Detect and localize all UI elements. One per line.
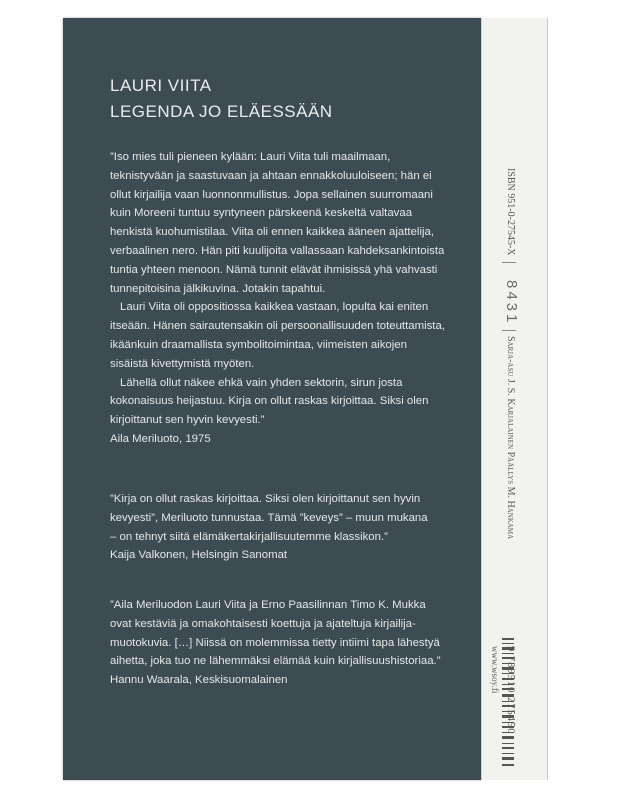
quote-line: kuin Moreeni tuntuu syntyneen pärskeenä keskeltä valtavaa xyxy=(110,207,413,220)
quote-line: muotokuvia. […] Niissä on molemmissa tietty intiimi tapa lähestyä xyxy=(110,636,440,649)
quote-line: kokonaisuus heijastuu. Kirja on ollut raskas kirjoittaa. Siksi olen xyxy=(110,395,429,408)
book-spine xyxy=(481,18,548,780)
quote-line: ”Aila Meriluodon Lauri Viita ja Erno Paasilinnan Timo K. Mukka xyxy=(110,599,426,611)
quote-aila-meriluoto xyxy=(110,148,466,449)
quote-line: Lähellä ollut näkee ehkä vain yhden sektorin, sirun josta xyxy=(120,376,403,389)
quote-line: kirjoittanut sen hyvin kevyesti.” xyxy=(110,414,265,427)
quote-line: – on tehnyt siitä elämäkertakirjallisuutemme klassikon.” xyxy=(110,530,388,543)
design-credits: Sarja-asu J. S. Karjalainen Päällys M. Hankama xyxy=(505,336,516,540)
quote-line: ovat kestäviä ja omakohtaisesti koettuja ja ajateltuja kirjailija- xyxy=(110,617,416,630)
quote-line: aihetta, joka tuo ne lähemmäksi elämää kuin kirjallisuushistoriaa.” xyxy=(110,655,441,668)
quote-hannu-waarala xyxy=(110,596,466,690)
quote-line: tuntia yhteen menoon. Nämä tunnit elävät ihmisissä yhä vahvasti xyxy=(110,263,438,276)
quote-kaija-valkonen xyxy=(110,490,466,565)
publisher-website: www.wsoy.fi xyxy=(490,646,500,694)
quote-line: sisäistä kivettymistä myöten. xyxy=(110,357,255,370)
divider xyxy=(502,330,516,331)
quote-line: verbaalinen nero. Hän piti kuulijoita vallassaan kahdeksankintoista xyxy=(110,244,445,257)
quote-line: ”Kirja on ollut raskas kirjoittaa. Siksi olen kirjoittanut sen hyvin xyxy=(110,493,421,505)
barcode-digits: 9 789510 275450 xyxy=(505,646,516,735)
quote-line: tunnepitoisina jälkikuvina. Jotakin tapahtui. xyxy=(110,282,326,295)
isbn-text: ISBN 951-0-27545-X xyxy=(505,168,516,256)
cover-title-line1: LAURI VIITA xyxy=(110,76,212,95)
cover-title-line2: LEGENDA JO ELÄESSÄÄN xyxy=(110,102,333,121)
quote-attribution: Kaija Valkonen, Helsingin Sanomat xyxy=(110,549,288,562)
quote-attribution: Aila Meriluoto, 1975 xyxy=(110,432,211,445)
quote-line: teknistyvään ja saastuvaan ja ahtaan ennakkoluuloiseen; hän ei xyxy=(110,169,432,182)
quote-line: henkistä kuohumistilaa. Viita oli ennen kaikkea ääneen ajattelija, xyxy=(110,226,434,239)
book-back-cover xyxy=(63,18,481,780)
quote-line: itseään. Hänen sairautensakin oli persoonallisuuden toteuttamista, xyxy=(110,320,445,333)
quote-attribution: Hannu Waarala, Keskisuomalainen xyxy=(110,674,288,687)
quote-line: ollut kirjailija vaan luonnonmullistus. Jopa sellainen suurromaani xyxy=(110,188,433,201)
quote-line: Lauri Viita oli oppositiossa kaikkea vastaan, lopulta kai eniten xyxy=(120,301,429,314)
quote-line: ikäänkuin draamallista symbolitoimintaa, viimeisten aikojen xyxy=(110,338,407,351)
quote-line: kevyesti”, Meriluoto tunnustaa. Tämä ”keveys” – muun mukana xyxy=(110,511,428,524)
quote-line: ”Iso mies tuli pieneen kylään: Lauri Viita tuli maailmaan, xyxy=(110,151,391,163)
divider xyxy=(502,262,516,263)
series-number: 8431 xyxy=(503,280,520,326)
